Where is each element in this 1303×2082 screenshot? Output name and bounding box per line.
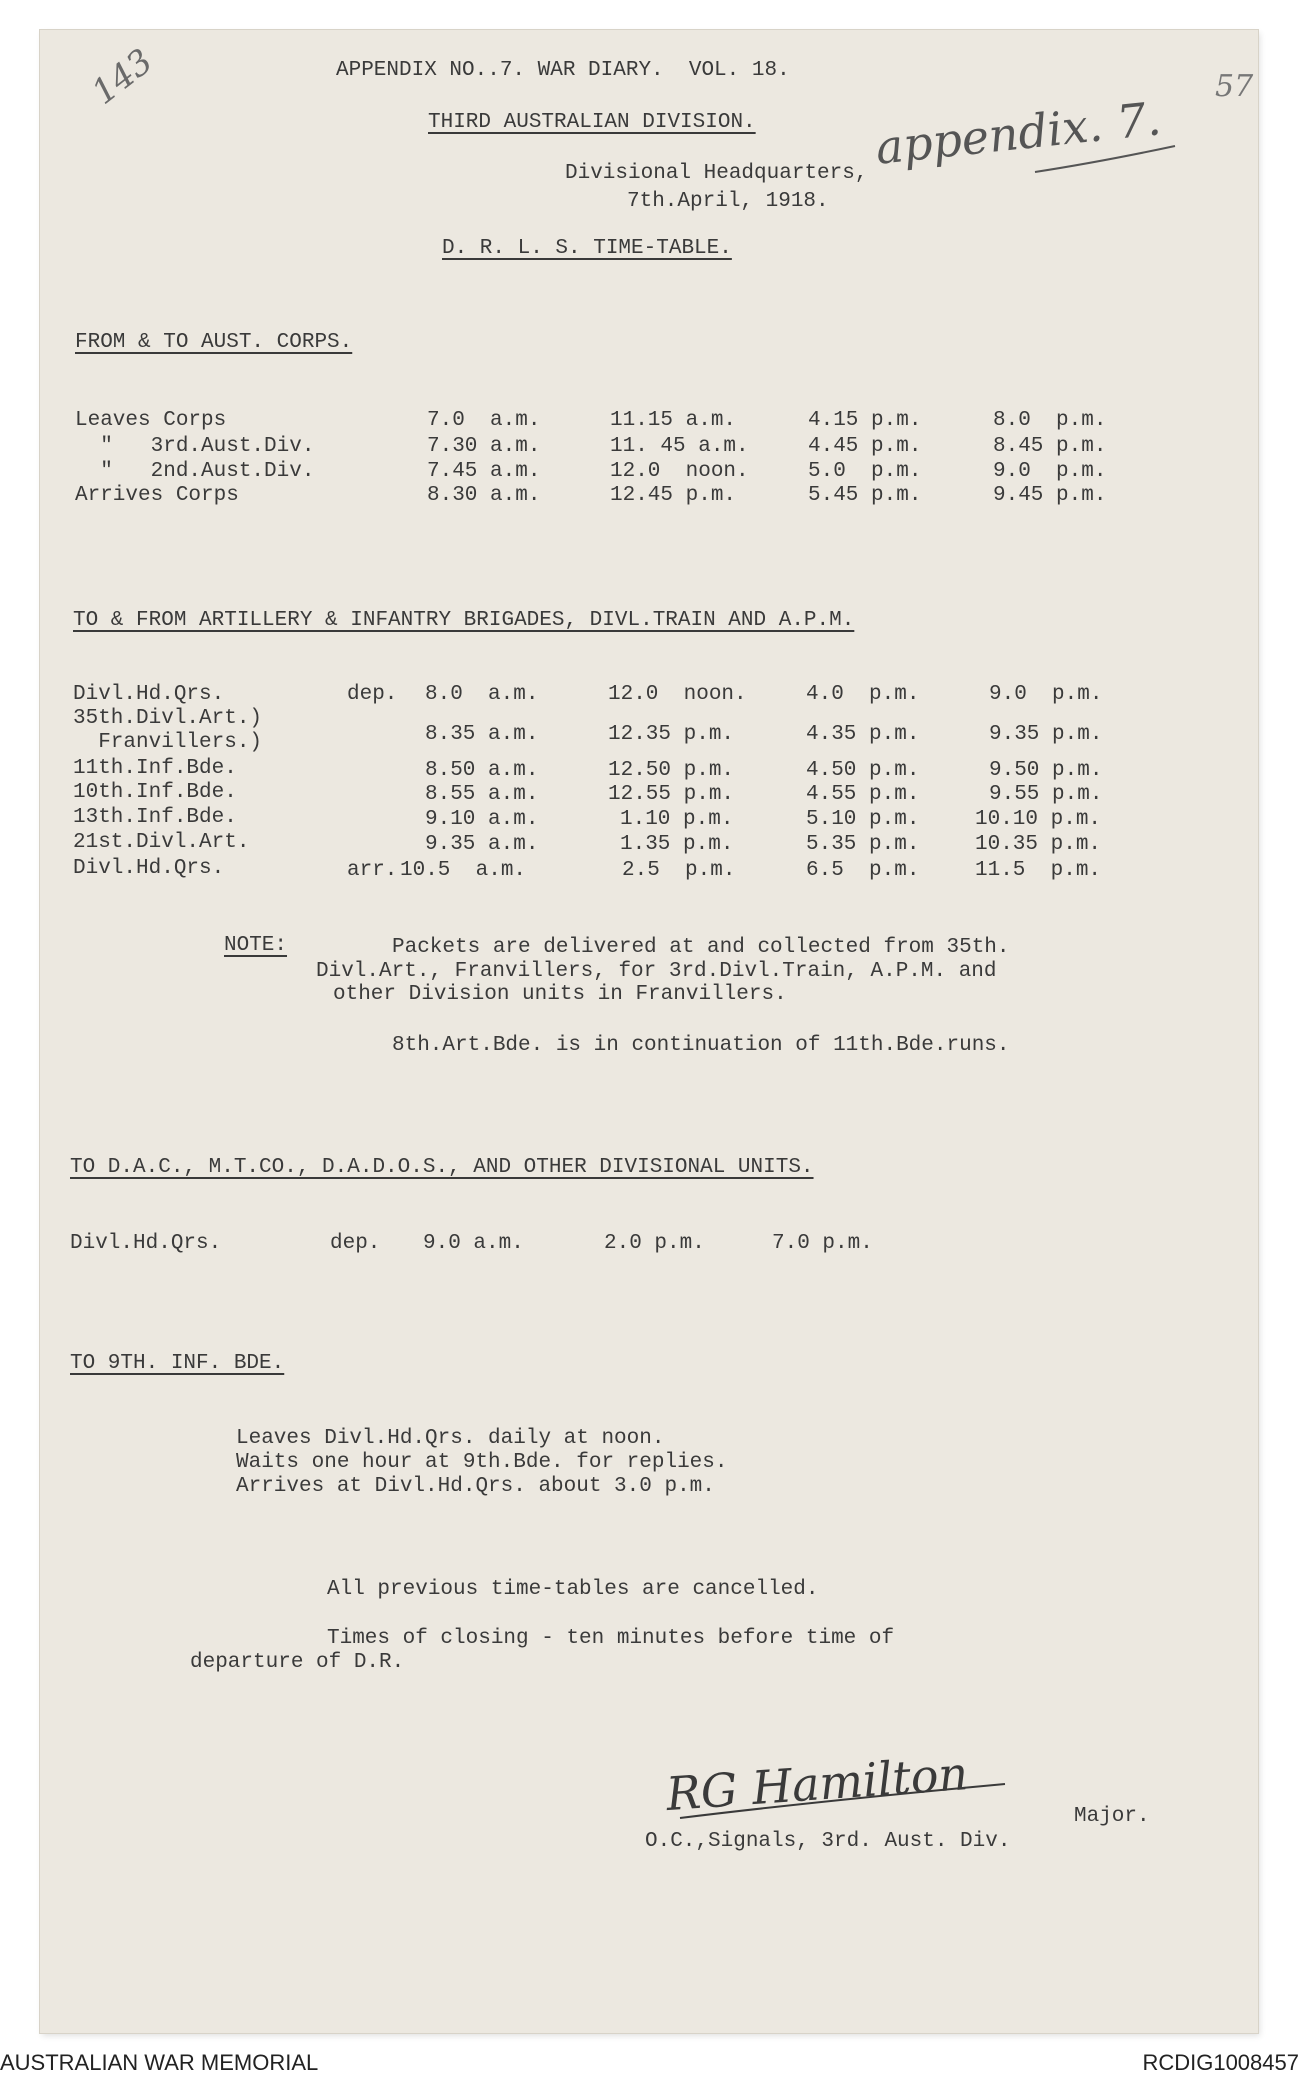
appendix-line: APPENDIX NO..7. WAR DIARY. VOL. 18. [336, 59, 790, 82]
corps-time: 5.45 p.m. [808, 484, 922, 507]
brigade-row-label: 35th.Divl.Art.) [73, 707, 263, 730]
corps-time: 4.45 p.m. [808, 435, 922, 458]
note-line: other Division units in Franvillers. [333, 983, 787, 1006]
brigade-time: 9.35 p.m. [989, 723, 1103, 746]
brigade-time: 2.5 p.m. [622, 859, 736, 882]
brigade-time: 12.0 noon. [608, 683, 747, 706]
folio-number-right: 57 [1215, 69, 1254, 104]
cancelled-notice: All previous time-tables are cancelled. [327, 1578, 819, 1601]
dac-time: 2.0 p.m. [604, 1232, 705, 1255]
brigade-time: 8.50 a.m. [425, 759, 539, 782]
corps-time: 7.0 a.m. [427, 409, 541, 432]
brigade-time: 4.50 p.m. [806, 759, 920, 782]
corps-time: 8.30 a.m. [427, 484, 541, 507]
corps-section-heading: FROM & TO AUST. CORPS. [75, 331, 353, 354]
brigade-row-label: 11th.Inf.Bde. [73, 757, 237, 780]
corps-time: 7.45 a.m. [427, 460, 541, 483]
brigade-row-label: 10th.Inf.Bde. [73, 781, 237, 804]
corps-time: 9.0 p.m. [993, 460, 1107, 483]
dac-row-label: Divl.Hd.Qrs. [70, 1232, 222, 1255]
corps-time: 5.0 p.m. [808, 460, 922, 483]
brigade-time: 4.55 p.m. [806, 783, 920, 806]
appendix-handwritten-note: appendix. 7. [872, 91, 1164, 175]
timetable-title: D. R. L. S. TIME-TABLE. [442, 237, 732, 260]
brigade-time: 12.35 p.m. [608, 723, 735, 746]
ninth-bde-line: Arrives at Divl.Hd.Qrs. about 3.0 p.m. [236, 1475, 715, 1498]
brigade-time: 1.10 p.m. [620, 808, 734, 831]
brigade-time: 9.10 a.m. [425, 808, 539, 831]
signatory-rank: Major. [1074, 1805, 1150, 1828]
brigade-time: 8.0 a.m. [425, 683, 539, 706]
signature [660, 1740, 1020, 1830]
ninth-bde-line: Leaves Divl.Hd.Qrs. daily at noon. [236, 1427, 665, 1450]
brigade-time: 5.10 p.m. [806, 808, 920, 831]
ninth-bde-line: Waits one hour at 9th.Bde. for replies. [236, 1451, 728, 1474]
brigade-time: 9.50 p.m. [989, 759, 1103, 782]
corps-row-label: " 2nd.Aust.Div. [75, 460, 315, 483]
brigade-time: 6.5 p.m. [806, 859, 920, 882]
archive-footer-right: RCDIG1008457 [1142, 2050, 1299, 2075]
brigade-time: 4.35 p.m. [806, 723, 920, 746]
brigade-row-label: 13th.Inf.Bde. [73, 806, 237, 829]
brigade-time: 10.35 p.m. [975, 833, 1102, 856]
signature-name: RG Hamilton [664, 1746, 970, 1822]
corps-time: 12.45 p.m. [610, 484, 737, 507]
corps-time: 8.45 p.m. [993, 435, 1107, 458]
signatory-position: O.C.,Signals, 3rd. Aust. Div. [645, 1830, 1011, 1853]
hq-line-1: Divisional Headquarters, [565, 162, 868, 185]
dac-time: 9.0 a.m. [423, 1232, 524, 1255]
brigade-time: 12.50 p.m. [608, 759, 735, 782]
handwritten-underline-mark [1030, 140, 1180, 180]
brigade-time: 9.35 a.m. [425, 833, 539, 856]
brigade-row-label: Divl.Hd.Qrs. [73, 857, 225, 880]
brigade-time: 8.35 a.m. [425, 723, 539, 746]
dac-row-prefix: dep. [330, 1232, 381, 1255]
brigade-time: 1.35 p.m. [620, 833, 734, 856]
brigade-time: 4.0 p.m. [806, 683, 920, 706]
brigade-row-label: Franvillers.) [73, 731, 263, 754]
hq-date: 7th.April, 1918. [627, 190, 829, 213]
brigade-row-label: 21st.Divl.Art. [73, 831, 250, 854]
dac-time: 7.0 p.m. [772, 1232, 873, 1255]
brigade-time: 10.10 p.m. [975, 808, 1102, 831]
ninth-bde-section-heading: TO 9TH. INF. BDE. [70, 1352, 285, 1375]
dac-section-heading: TO D.A.C., M.T.CO., D.A.D.O.S., AND OTHER DIVISIONAL UNITS. [70, 1156, 814, 1179]
corps-time: 11.15 a.m. [610, 409, 737, 432]
brigade-row-label: Divl.Hd.Qrs. [73, 683, 225, 706]
brigade-time: 8.55 a.m. [425, 783, 539, 806]
corps-time: 11. 45 a.m. [610, 435, 749, 458]
brigade-row-prefix: dep. [347, 683, 398, 706]
note-extra: 8th.Art.Bde. is in continuation of 11th.Bde.runs. [392, 1034, 1010, 1057]
brigade-time: 10.5 a.m. [400, 859, 527, 882]
brigade-time: 12.55 p.m. [608, 783, 735, 806]
corps-row-label: " 3rd.Aust.Div. [75, 435, 315, 458]
closing-times-line: departure of D.R. [190, 1651, 405, 1674]
brigade-time: 9.0 p.m. [989, 683, 1103, 706]
corps-time: 4.15 p.m. [808, 409, 922, 432]
corps-row-label: Leaves Corps [75, 409, 227, 432]
brigade-time: 11.5 p.m. [975, 859, 1102, 882]
brigade-time: 5.35 p.m. [806, 833, 920, 856]
corps-time: 9.45 p.m. [993, 484, 1107, 507]
brigade-time: 9.55 p.m. [989, 783, 1103, 806]
corps-time: 8.0 p.m. [993, 409, 1107, 432]
brigades-section-heading: TO & FROM ARTILLERY & INFANTRY BRIGADES, DIVL.TRAIN AND A.P.M. [73, 609, 855, 632]
brigade-row-prefix: arr. [347, 859, 398, 882]
corps-row-label: Arrives Corps [75, 484, 239, 507]
note-label: NOTE: [224, 934, 288, 957]
division-title: THIRD AUSTRALIAN DIVISION. [428, 111, 756, 134]
corps-time: 12.0 noon. [610, 460, 749, 483]
closing-times-line: Times of closing - ten minutes before time of [327, 1627, 895, 1650]
archive-footer-left: AUSTRALIAN WAR MEMORIAL [0, 2050, 319, 2075]
corps-time: 7.30 a.m. [427, 435, 541, 458]
note-line: Packets are delivered at and collected from 35th. [392, 936, 1010, 959]
note-line: Divl.Art., Franvillers, for 3rd.Divl.Train, A.P.M. and [316, 960, 997, 983]
folio-number-left: 143 [84, 41, 161, 113]
